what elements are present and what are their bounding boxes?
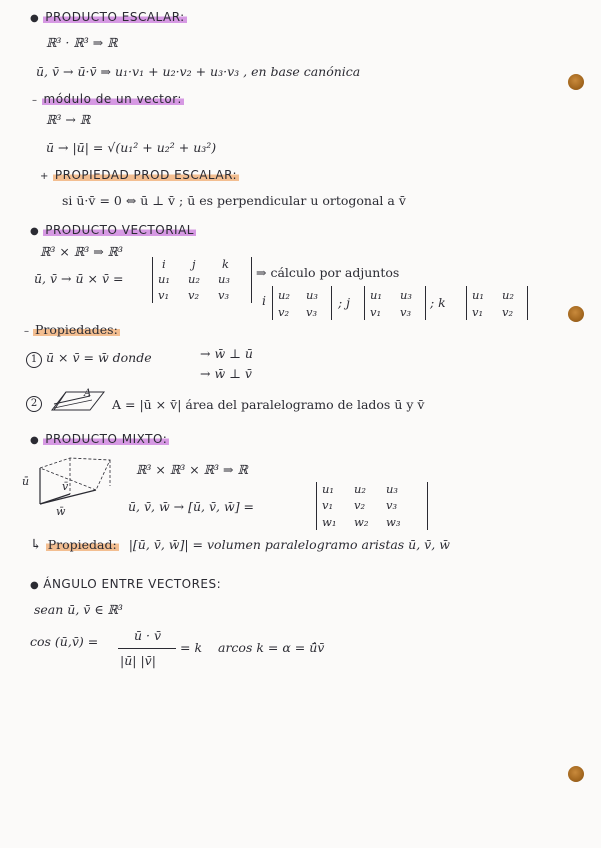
propiedades-heading: – Propiedades: — [24, 322, 118, 337]
mixto-formula-lead: ū, v̄, w̄ → [ū, v̄, w̄] = — [128, 499, 255, 514]
mixto-determinant: u₁ u₂ u₃ v₁ v₂ v₃ w₁ w₂ w₃ — [316, 482, 428, 532]
propiedad-1-b: → w̄ ⊥ v̄ — [200, 366, 252, 381]
cos-denominator: |ū| |v̄| — [120, 653, 156, 668]
prop-escalar-text: si ū·v̄ = 0 ⇔ ū ⊥ v̄ ; ū es perpendicular u ortogonal a v̄ — [62, 193, 406, 208]
section-angulo-heading: ● ÁNGULO ENTRE VECTORES: — [30, 577, 222, 591]
cos-tail: = k — [180, 640, 203, 655]
propiedad-2-text: A = |ū × v̄| área del paralelogramo de lados ū y v̄ — [112, 397, 425, 412]
corner-arrow-icon: ↳ — [30, 537, 42, 553]
adj-k-label: ; k — [430, 295, 446, 310]
fig-w-label: w̄ — [56, 505, 66, 518]
modulo-domain: ℝ³ → ℝ — [46, 112, 91, 127]
adj-k-determinant: u₁ u₂ v₁ v₂ — [466, 286, 528, 322]
modulo-formula: ū → |ū| = √(u₁² + u₂² + u₃²) — [46, 140, 217, 155]
circled-number-icon: 1 — [26, 352, 42, 368]
angulo-line1: sean ū, v̄ ∈ ℝ³ — [34, 602, 123, 617]
binder-hole-middle — [568, 306, 584, 322]
vectorial-determinant: i j k u₁ u₂ u₃ v₁ v₂ v₃ — [152, 257, 252, 305]
arcos-formula: arcos k = α = ū̂v̄ — [218, 640, 325, 655]
vectorial-domain: ℝ³ × ℝ³ ⇒ ℝ³ — [40, 244, 124, 259]
adj-j-determinant: u₁ u₃ v₁ v₃ — [364, 286, 426, 322]
propiedad-1: 1 ū × v̄ = w̄ donde — [26, 350, 152, 368]
fig-u-label: ū — [22, 475, 30, 488]
escalar-domain: ℝ³ · ℝ³ ⇒ ℝ — [46, 35, 118, 50]
bullet-icon: ● — [30, 13, 40, 24]
cos-numerator: ū · v̄ — [134, 628, 162, 643]
adj-i-determinant: u₂ u₃ v₂ v₃ — [272, 286, 332, 322]
cos-lead: cos (ū,v̄) = — [30, 634, 99, 649]
mixto-domain: ℝ³ × ℝ³ × ℝ³ ⇒ ℝ — [136, 462, 248, 477]
vectorial-formula-lead: ū, v̄ → ū × v̄ = — [34, 271, 124, 286]
calc-adjuntos-text: ⇒ cálculo por adjuntos — [256, 265, 400, 280]
fig-v-label: v̄ — [62, 480, 69, 493]
propiedad-2-num — [26, 394, 42, 412]
parallelogram-label: A — [84, 388, 92, 399]
section-modulo-heading: – módulo de un vector: — [32, 92, 182, 106]
circled-number-icon: 2 — [26, 396, 42, 412]
adj-i-label: i — [262, 293, 266, 308]
section-escalar-heading: ● PRODUCTO ESCALAR: — [30, 10, 185, 24]
mixto-propiedad: ↳ Propiedad: |[ū, v̄, w̄]| = volumen paralelogramo aristas ū, v̄, w̄ — [30, 537, 450, 553]
parallelogram-icon — [46, 386, 116, 418]
fraction-bar — [118, 648, 176, 649]
prop-escalar-heading: + PROPIEDAD PROD ESCALAR: — [40, 168, 238, 182]
binder-hole-top — [568, 74, 584, 90]
section-vectorial-heading: ● PRODUCTO VECTORIAL — [30, 223, 194, 237]
escalar-formula: ū, v̄ → ū·v̄ ⇒ u₁·v₁ + u₂·v₂ + u₃·v₃ , en base canónica — [36, 64, 361, 79]
propiedad-1-a: → w̄ ⊥ ū — [200, 346, 253, 361]
section-mixto-heading: ● PRODUCTO MIXTO: — [30, 432, 168, 446]
binder-hole-bottom — [568, 766, 584, 782]
adj-j-label: ; j — [338, 295, 351, 310]
